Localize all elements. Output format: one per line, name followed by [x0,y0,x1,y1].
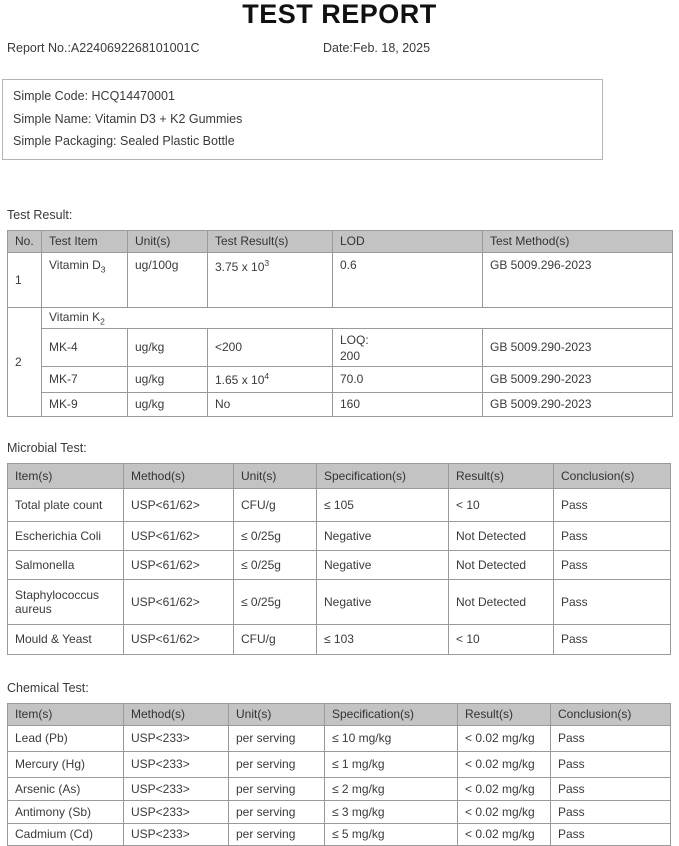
test-result-table [7,230,673,417]
unit-cell: per serving [229,751,325,777]
lod-cell: 70.0 [333,366,483,392]
column-header: Method(s) [124,463,234,488]
specification-cell: ≤ 103 [317,624,449,654]
report-header-line [7,41,672,55]
method-cell: USP<233> [124,800,229,823]
result-cell: < 0.02 mg/kg [458,777,551,800]
unit-cell: ≤ 0/25g [234,550,317,579]
conclusion-cell: Pass [554,624,671,654]
table-row [8,328,673,366]
method-cell: USP<61/62> [124,624,234,654]
column-header: Result(s) [449,463,554,488]
result-cell: Not Detected [449,521,554,550]
item-cell: Total plate count [8,488,124,521]
conclusion-cell: Pass [551,823,671,845]
item-cell: Salmonella [8,550,124,579]
result-cell: <200 [208,328,333,366]
item-cell: Arsenic (As) [8,777,124,800]
column-header: Method(s) [124,703,229,725]
column-header: Test Method(s) [483,230,673,252]
microbial-header-row [8,463,671,488]
result-superscript: 4 [264,371,270,382]
simple-name: Simple Name: Vitamin D3 + K2 Gummies [13,111,243,126]
group-header-cell [42,307,673,328]
item-cell: Mould & Yeast [8,624,124,654]
table-row [8,550,671,579]
specification-cell: ≤ 10 mg/kg [325,725,458,751]
item-subscript: 3 [100,263,106,274]
unit-cell: ug/kg [128,328,208,366]
conclusion-cell: Pass [551,751,671,777]
group-text: Vitamin K [49,309,101,324]
conclusion-cell: Pass [551,777,671,800]
unit-cell: ≤ 0/25g [234,521,317,550]
specification-cell: ≤ 3 mg/kg [325,800,458,823]
method-cell: GB 5009.290-2023 [483,366,673,392]
chemical-header-row [8,703,671,725]
unit-cell: per serving [229,800,325,823]
result-cell: Not Detected [449,550,554,579]
unit-cell: ug/kg [128,392,208,416]
loq-value: 200 [340,348,361,363]
column-header: Unit(s) [128,230,208,252]
conclusion-cell: Pass [551,725,671,751]
specification-cell: Negative [317,521,449,550]
specification-cell: Negative [317,550,449,579]
method-cell: USP<61/62> [124,521,234,550]
unit-cell: ug/kg [128,366,208,392]
simple-packaging: Simple Packaging: Sealed Plastic Bottle [13,134,235,148]
specification-cell: ≤ 105 [317,488,449,521]
specification-cell: ≤ 5 mg/kg [325,823,458,845]
column-header: Specification(s) [317,463,449,488]
test-item-cell [42,252,128,307]
table-row [8,488,671,521]
report-date: Date:Feb. 18, 2025 [323,41,431,55]
page-title: TEST REPORT [242,0,437,29]
result-superscript: 3 [264,257,270,268]
lod-cell [333,328,483,366]
result-cell: < 10 [449,488,554,521]
unit-cell: per serving [229,823,325,845]
table-row [8,777,671,800]
column-header: Item(s) [8,703,124,725]
column-header: Conclusion(s) [554,463,671,488]
row-number-cell: 1 [8,252,42,307]
table-row [8,725,671,751]
item-cell: Cadmium (Cd) [8,823,124,845]
group-subscript: 2 [100,315,105,326]
loq-label: LOQ: [340,332,369,347]
result-text: 1.65 x 10 [215,373,265,388]
test-result-section-label: Test Result: [7,207,73,222]
table-row [8,751,671,777]
column-header: Result(s) [458,703,551,725]
chemical-section-label: Chemical Test: [7,680,89,695]
unit-cell: CFU/g [234,488,317,521]
sample-info-box [2,79,603,160]
result-cell: < 0.02 mg/kg [458,725,551,751]
result-cell: Not Detected [449,579,554,624]
method-cell: USP<233> [124,725,229,751]
result-cell: < 0.02 mg/kg [458,823,551,845]
specification-cell: Negative [317,579,449,624]
conclusion-cell: Pass [554,488,671,521]
table-row [8,252,673,307]
lod-cell: 0.6 [333,252,483,307]
column-header: Conclusion(s) [551,703,671,725]
column-header: Test Item [42,230,128,252]
method-cell: USP<61/62> [124,488,234,521]
column-header: Test Result(s) [208,230,333,252]
item-cell: Antimony (Sb) [8,800,124,823]
conclusion-cell: Pass [554,521,671,550]
method-cell: GB 5009.290-2023 [483,328,673,366]
test-item-cell: MK-9 [42,392,128,416]
column-header: No. [8,230,42,252]
table-row [8,392,673,416]
table-row [8,521,671,550]
conclusion-cell: Pass [554,579,671,624]
test-item-cell: MK-7 [42,366,128,392]
result-cell [208,366,333,392]
column-header: Unit(s) [229,703,325,725]
item-cell: Escherichia Coli [8,521,124,550]
specification-cell: ≤ 1 mg/kg [325,751,458,777]
microbial-table [7,463,671,655]
result-cell: No [208,392,333,416]
item-cell: Staphylococcus aureus [8,579,124,624]
column-header: Item(s) [8,463,124,488]
table-row [8,624,671,654]
simple-code: Simple Code: HCQ14470001 [13,89,175,103]
column-header: Specification(s) [325,703,458,725]
column-header: LOD [333,230,483,252]
conclusion-cell: Pass [551,800,671,823]
unit-cell: per serving [229,777,325,800]
method-cell: USP<233> [124,751,229,777]
test-item-cell: MK-4 [42,328,128,366]
item-text: Vitamin D [49,257,101,272]
result-cell: < 0.02 mg/kg [458,751,551,777]
unit-cell: CFU/g [234,624,317,654]
table-row [8,307,673,328]
item-cell: Mercury (Hg) [8,751,124,777]
result-cell [208,252,333,307]
row-number-cell: 2 [8,307,42,416]
unit-cell: per serving [229,725,325,751]
item-cell: Lead (Pb) [8,725,124,751]
method-cell: USP<61/62> [124,550,234,579]
method-cell: GB 5009.296-2023 [483,252,673,307]
result-cell: < 10 [449,624,554,654]
method-cell: USP<233> [124,777,229,800]
specification-cell: ≤ 2 mg/kg [325,777,458,800]
table-row [8,579,671,624]
table-row [8,823,671,845]
conclusion-cell: Pass [554,550,671,579]
table-row [8,366,673,392]
lod-cell: 160 [333,392,483,416]
unit-cell: ug/100g [128,252,208,307]
result-cell: < 0.02 mg/kg [458,800,551,823]
column-header: Unit(s) [234,463,317,488]
test-result-header-row [8,230,673,252]
method-cell: USP<61/62> [124,579,234,624]
method-cell: USP<233> [124,823,229,845]
unit-cell: ≤ 0/25g [234,579,317,624]
report-number: Report No.:A2240692268101001C [7,41,200,55]
result-text: 3.75 x 10 [215,259,265,274]
chemical-table [7,703,671,846]
microbial-section-label: Microbial Test: [7,440,87,455]
method-cell: GB 5009.290-2023 [483,392,673,416]
